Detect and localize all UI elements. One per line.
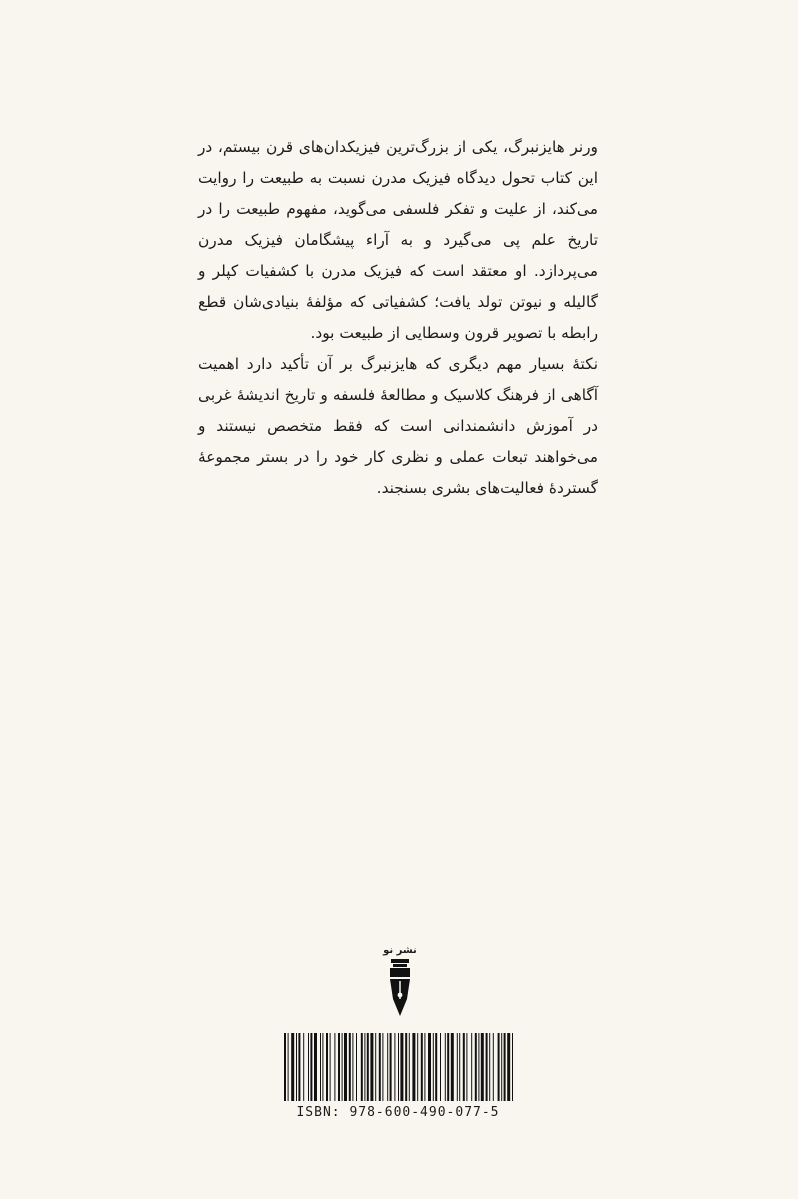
- barcode-bar: [466, 1033, 467, 1101]
- barcode-bar: [344, 1033, 347, 1101]
- blurb-paragraph-2: نکتهٔ بسیار مهم دیگری که هایزنبرگ بر آن تأکید دارد اهمیت آگاهی از فرهنگ کلاسیک و مطالعهٔ فلسفه و تاریخ اندیشهٔ غربی در آموزش دانشمندانی است که فقط متخصص نیستند و می‌خواهند تبعات عملی و نظری کار خود را در بستر مجموعهٔ گستردهٔ فعالیت‌های بشری بسنجند.: [198, 355, 598, 497]
- barcode-bar: [379, 1033, 381, 1101]
- barcode-bar: [288, 1033, 289, 1101]
- barcode-bar: [475, 1033, 477, 1101]
- barcode-bar: [440, 1033, 441, 1101]
- barcode-bar: [417, 1033, 418, 1101]
- barcode-bar: [361, 1033, 363, 1101]
- barcode-bar: [352, 1033, 353, 1101]
- barcode-bar: [390, 1033, 392, 1101]
- barcode-bar: [501, 1033, 502, 1101]
- barcode-bar: [334, 1033, 335, 1101]
- barcode-bar: [314, 1033, 317, 1101]
- barcode-bar: [291, 1033, 294, 1101]
- barcode-bar: [471, 1033, 472, 1101]
- barcode-bar: [507, 1033, 510, 1101]
- barcode-bar: [382, 1033, 383, 1101]
- barcode-bar: [457, 1033, 458, 1101]
- barcode-bar: [338, 1033, 340, 1101]
- back-cover-blurb: [198, 132, 598, 504]
- barcode-bar: [409, 1033, 410, 1101]
- barcode-bar: [367, 1033, 369, 1101]
- barcode-bar: [394, 1033, 395, 1101]
- isbn-number: ISBN: 978-600-490-077-5: [296, 1105, 500, 1120]
- barcode-bar: [303, 1033, 304, 1101]
- barcode-bar: [308, 1033, 309, 1101]
- barcode-bar: [481, 1033, 484, 1101]
- barcode: [282, 1033, 514, 1133]
- publisher-logo: [380, 945, 420, 1017]
- barcode-bar: [451, 1033, 454, 1101]
- barcode-bar: [387, 1033, 388, 1101]
- barcode-bar: [504, 1033, 506, 1101]
- barcode-bar: [326, 1033, 328, 1101]
- barcode-bar: [284, 1033, 286, 1101]
- barcode-bar: [512, 1033, 513, 1101]
- barcode-bar: [375, 1033, 376, 1101]
- barcode-bar: [486, 1033, 488, 1101]
- barcode-bar: [298, 1033, 300, 1101]
- barcode-bar: [459, 1033, 460, 1101]
- barcode-bars: [282, 1033, 514, 1103]
- barcode-bar: [445, 1033, 446, 1101]
- barcode-bar: [489, 1033, 490, 1101]
- barcode-bar: [320, 1033, 321, 1101]
- barcode-bar: [412, 1033, 415, 1101]
- barcode-bar: [349, 1033, 351, 1101]
- barcode-bar: [356, 1033, 357, 1101]
- barcode-bar: [433, 1033, 434, 1101]
- barcode-bar: [296, 1033, 297, 1101]
- barcode-bar: [342, 1033, 343, 1101]
- barcode-bar: [493, 1033, 494, 1101]
- barcode-bar: [428, 1033, 431, 1101]
- barcode-bar: [400, 1033, 403, 1101]
- barcode-bar: [498, 1033, 500, 1101]
- barcode-bar: [463, 1033, 465, 1101]
- barcode-bar: [310, 1033, 312, 1101]
- barcode-bar: [421, 1033, 423, 1101]
- barcode-bar: [364, 1033, 365, 1101]
- barcode-bar: [447, 1033, 449, 1101]
- barcode-bar: [398, 1033, 399, 1101]
- pen-nib-icon: [387, 959, 413, 1017]
- blurb-paragraph-1: ورنر هایزنبرگ، یکی از بزرگ‌ترین فیزیکدان‌های قرن بیستم، در این کتاب تحول دیدگاه فیزیک مدرن نسبت به طبیعت را روایت می‌کند، از علیت و تفکر فلسفی می‌گوید، مفهوم طبیعت را در تاریخ علم پی می‌گیرد و به آراء پیشگامان فیزیک مدرن می‌پردازد. او معتقد است که فیزیک مدرن با کشفیات کپلر و گالیله و نیوتن تولد یافت؛ کشفیاتی که مؤلفهٔ بنیادی‌شان قطع رابطه با تصویر قرون وسطایی از طبیعت بود.: [198, 138, 598, 342]
- barcode-bar: [405, 1033, 407, 1101]
- barcode-bar: [330, 1033, 331, 1101]
- barcode-bar: [322, 1033, 323, 1101]
- barcode-bar: [435, 1033, 437, 1101]
- barcode-bar: [370, 1033, 373, 1101]
- barcode-bar: [424, 1033, 425, 1101]
- barcode-bar: [478, 1033, 479, 1101]
- publisher-name: نشر نو: [383, 945, 417, 956]
